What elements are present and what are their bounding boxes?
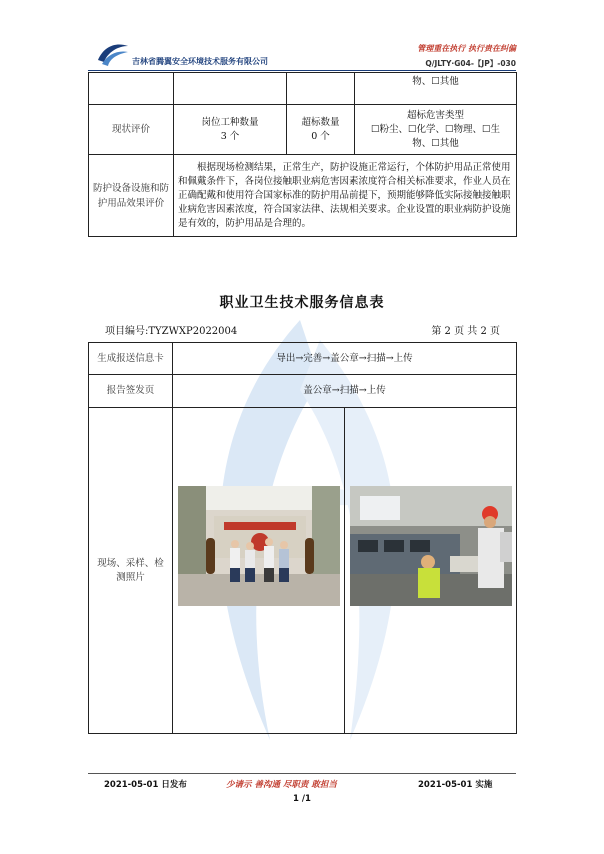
page-info: 第 2 页 共 2 页: [431, 326, 500, 337]
company-name: 吉林省腾翼安全环境技术服务有限公司: [132, 57, 268, 66]
header-slogan: 管理重在执行 执行贵在纠偏: [417, 44, 516, 53]
project-number: 项目编号:TYZWXP2022004: [105, 326, 238, 337]
report-sign-label: 报告签发页: [89, 375, 173, 408]
blank-cell: [89, 73, 174, 105]
header-divider: [88, 70, 516, 71]
hazard-other-cell: 物、☐其他: [355, 73, 517, 105]
post-count-cell: [174, 105, 287, 155]
status-label: 现状评价: [89, 105, 174, 155]
page-number: 1 /1: [293, 794, 311, 804]
hazard-type-cell: [355, 105, 517, 155]
evaluation-table: [88, 72, 517, 237]
protection-text: 根据现场检测结果，正常生产，防护设施正常运行，个体防护用品正常使用和佩戴条件下，各岗位接触职业病危害因素浓度符合相关标准要求，作业人员在正确配戴和使用符合国家标准的防护用品前提下，预期能够降低实际接触接触职业病危害因素浓度，符合国家法律、法规相关要求。企业设置的职业病防护设施是有效的，防护用品是合理的。: [174, 155, 517, 237]
document-number: Q/JLTY·G04-【JP】-030: [425, 59, 516, 68]
post-count-value: 3 个: [220, 130, 240, 142]
issue-date: 2021-05-01 日发布: [104, 780, 187, 790]
photo-label: 现场、采样、检测照片: [89, 408, 173, 734]
exceed-count-cell: [287, 105, 355, 155]
wing-logo-icon: [96, 40, 130, 68]
blank-cell: [287, 73, 355, 105]
protection-label: 防护设备设施和防护用品效果评价: [89, 155, 174, 237]
post-count-label: 岗位工种数量: [201, 116, 259, 128]
info-card-value: 导出→完善→盖公章→扫描→上传: [173, 343, 517, 375]
exceed-count-value: 0 个: [311, 130, 330, 142]
exceed-count-label: 超标数量: [301, 116, 340, 128]
site-photo-lobby: [178, 486, 340, 606]
footer-motto: 少请示 善沟通 尽职责 敢担当: [226, 780, 337, 790]
hazard-types-line2: 物、☐其他: [412, 137, 459, 149]
hazard-types-line1: ☐粉尘、☐化学、☐物理、☐生: [370, 123, 501, 135]
footer-divider: [88, 773, 516, 774]
hazard-type-label: 超标危害类型: [406, 109, 464, 121]
report-sign-value: 盖公章→扫描→上传: [173, 375, 517, 408]
site-photo-control-room: [350, 486, 512, 606]
info-card-label: 生成报送信息卡: [89, 343, 173, 375]
blank-cell: [174, 73, 287, 105]
info-table-title: 职业卫生技术服务信息表: [219, 295, 385, 311]
implementation-date: 2021-05-01 实施: [418, 780, 493, 790]
